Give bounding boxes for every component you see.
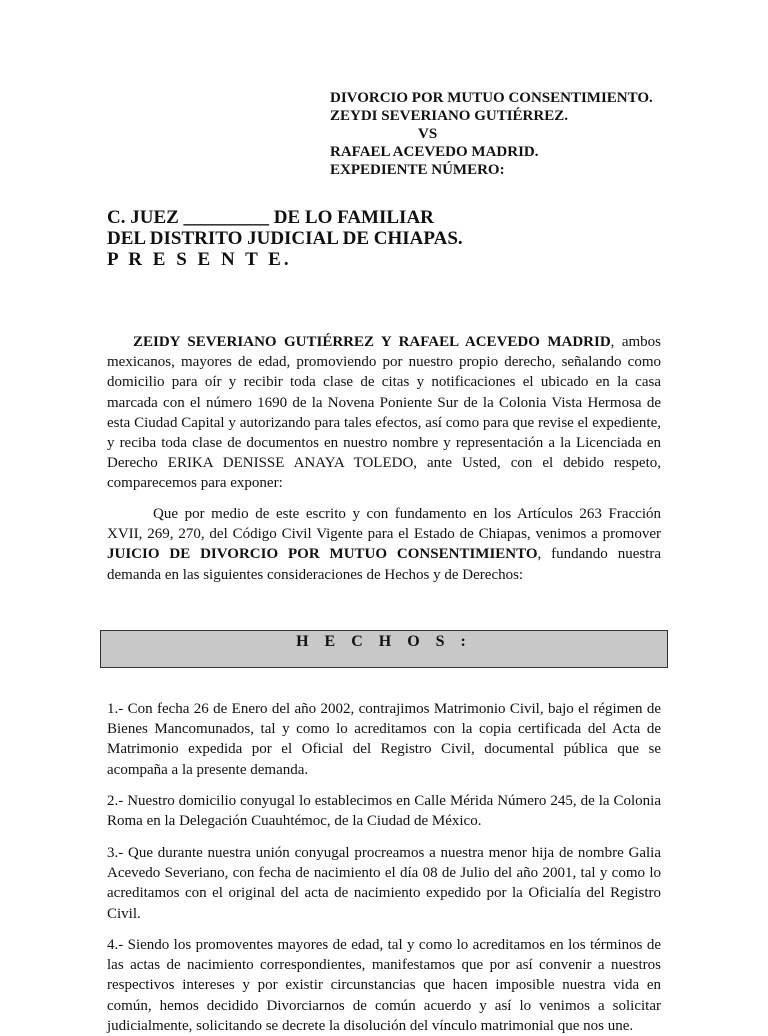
motion-title: JUICIO DE DIVORCIO POR MUTUO CONSENTIMIENTO [107,546,538,563]
district-line: DEL DISTRITO JUDICIAL DE CHIAPAS. [107,228,463,249]
presente-line: P R E S E N T E. [107,249,292,270]
versus-label: VS [418,126,438,142]
hechos-heading: H E C H O S : [296,633,472,650]
intro-paragraph [107,332,661,494]
judge-line: C. JUEZ _________ DE LO FAMILIAR [107,207,434,228]
fact-3: 3.- Que durante nuestra unión conyugal procreamos a nuestra menor hija de nombre Galia Acevedo Severiano, con fecha de nacimiento el día 08 de Julio del año 2001, tal y como lo acreditamos con el original del acta de nacimiento expedido por la Oficialía del Registro Civil. [107,845,661,922]
plaintiff-name: ZEYDI SEVERIANO GUTIÉRREZ. [330,108,568,124]
fact-2: 2.- Nuestro domicilio conyugal lo establecimos en Calle Mérida Número 245, de la Colonia Roma en la Delegación Cuauhtémoc, de la Ciudad de México. [107,793,661,830]
case-number-label: EXPEDIENTE NÚMERO: [330,162,505,178]
motion-text-1: Que por medio de este escrito y con fundamento en los Artículos 263 Fracción XVII, 269, 270, del Código Civil Vigente para el Estado de Chiapas, venimos a promover [107,506,661,543]
petitioner-names: ZEIDY SEVERIANO GUTIÉRREZ Y RAFAEL ACEVEDO MADRID [133,334,611,350]
motion-paragraph [107,504,661,585]
case-header [330,89,653,179]
intro-text: , ambos mexicanos, mayores de edad, promoviendo por nuestro propio derecho, señalando como domicilio para oír y recibir toda clase de citas y notificaciones el ubicado en la casa marcada con el número 1690 de la Novena Poniente Sur de la Colonia Vista Hermosa de esta Ciudad Capital y autorizando para tales efectos, así como para que revise el expediente, y reciba toda clase de documentos en nuestro nombre y representación a la Licenciada en Derecho ERIKA DENISSE ANAYA TOLEDO, ante Usted, con el debido respeto, comparecemos para exponer: [107,334,661,492]
hechos-heading-box [100,630,668,668]
fact-4: 4.- Siendo los promoventes mayores de edad, tal y como lo acreditamos en los términos de las actas de nacimiento correspondientes, manifestamos que por así convenir a nuestros respectivos intereses y por existir circunstancias que hacen imposible nuestra vida en común, hemos decidido Divorciarnos de común acuerdo y así lo venimos a solicitar judicialmente, solicitando se decrete la disolución del vínculo matrimonial que nos une. [107,937,661,1034]
case-type: DIVORCIO POR MUTUO CONSENTIMIENTO. [330,90,653,106]
court-address [107,207,463,270]
fact-1: 1.- Con fecha 26 de Enero del año 2002, contrajimos Matrimonio Civil, bajo el régimen de Bienes Mancomunados, tal y como lo acreditamos con la copia certificada del Acta de Matrimonio expedida por el Oficial del Registro Civil, documental pública que se acompaña a la presente demanda. [107,701,661,778]
motion-text-2: , fundando nuestra demanda en las siguientes consideraciones de Hechos y de Derechos: [107,546,662,583]
defendant-name: RAFAEL ACEVEDO MADRID. [330,144,539,160]
